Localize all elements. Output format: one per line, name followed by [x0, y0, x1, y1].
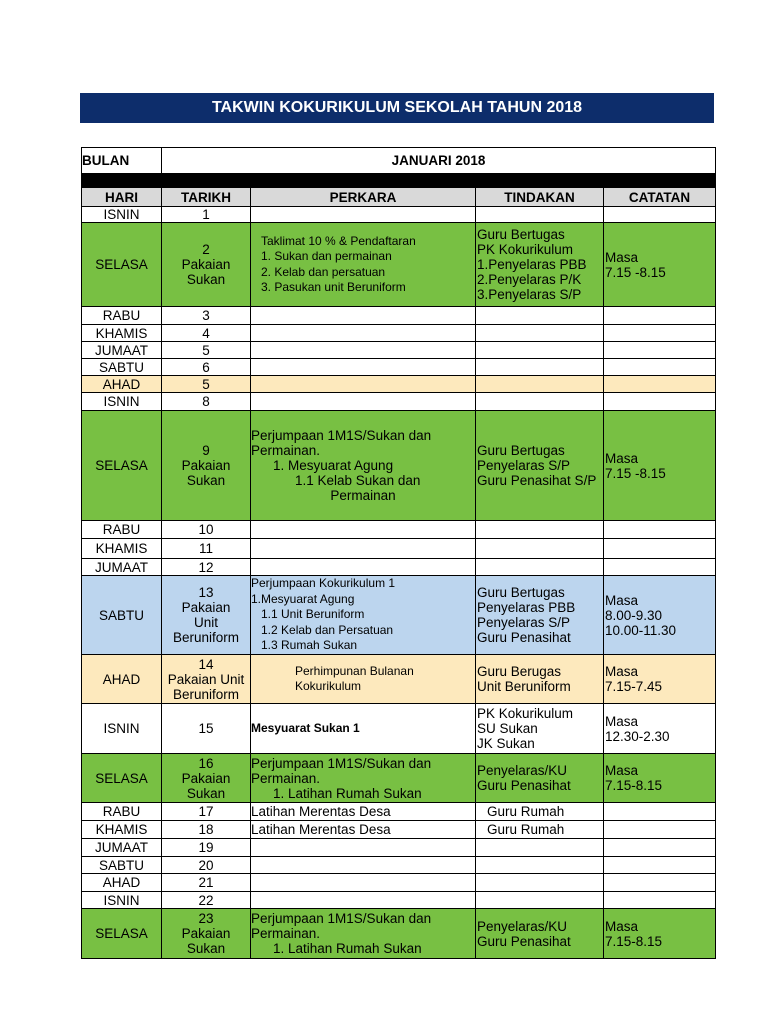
cell-line: Masa: [605, 918, 639, 934]
cell-line: 1. Latihan Rumah Sukan: [273, 941, 422, 956]
cell-perkara: [251, 342, 476, 359]
cell-perkara: [251, 539, 476, 559]
cell-hari: SELASA: [82, 909, 162, 959]
cell-perkara: [251, 839, 476, 857]
cell-line: 5: [202, 342, 210, 358]
cell-line: Guru Bertugas: [477, 585, 565, 600]
cell-line: Guru Penasihat: [477, 933, 571, 949]
table-row: [82, 539, 716, 559]
cell-tindakan: [476, 576, 604, 655]
header-perkara: PERKARA: [251, 188, 476, 207]
cell-tarikh: [162, 307, 251, 325]
table-row: [82, 754, 716, 803]
table-row: [82, 342, 716, 359]
month-title: JANUARI 2018: [162, 148, 716, 174]
cell-perkara: [251, 874, 476, 892]
cell-perkara: [251, 393, 476, 411]
cell-tindakan: [476, 892, 604, 909]
cell-line: 3.Penyelaras S/P: [477, 287, 582, 302]
cell-catatan: [604, 857, 716, 874]
header-tarikh: TARIKH: [162, 188, 251, 207]
cell-line: Masa: [605, 763, 639, 778]
cell-line: 21: [198, 875, 214, 890]
cell-tindakan: [476, 207, 604, 223]
cell-perkara: [251, 576, 476, 655]
cell-tarikh: [162, 874, 251, 892]
cell-perkara: [251, 307, 476, 325]
cell-line: Masa: [605, 450, 639, 466]
table-row: [82, 909, 716, 959]
cell-hari: SELASA: [82, 223, 162, 307]
cell-line: 3: [202, 308, 210, 323]
cell-hari: ISNIN: [82, 704, 162, 754]
cell-line: Penyelaras S/P: [477, 615, 571, 630]
table-row: [82, 207, 716, 223]
cell-line: Perjumpaan 1M1S/Sukan dan: [251, 755, 432, 771]
cell-hari: AHAD: [82, 376, 162, 393]
cell-catatan: [604, 393, 716, 411]
cell-line: Pakaian Unit: [167, 671, 245, 687]
cell-line: 15: [198, 721, 214, 736]
cell-tindakan: [476, 411, 604, 521]
table-row: [82, 521, 716, 539]
cell-perkara: [251, 655, 476, 704]
cell-perkara: [251, 223, 476, 307]
cell-tarikh: [162, 521, 251, 539]
cell-tindakan: [476, 393, 604, 411]
cell-tindakan: [476, 376, 604, 393]
cell-tindakan: [476, 909, 604, 959]
cell-tarikh: [162, 839, 251, 857]
cell-line: 1. Mesyuarat Agung: [273, 458, 394, 473]
cell-tindakan: [476, 307, 604, 325]
cell-tarikh: [162, 359, 251, 376]
cell-line: Masa: [605, 249, 639, 265]
cell-perkara: [251, 207, 476, 223]
cell-perkara: [251, 821, 476, 839]
cell-tarikh: [162, 857, 251, 874]
cell-hari: AHAD: [82, 874, 162, 892]
document-title: TAKWIN KOKURIKULUM SEKOLAH TAHUN 2018: [80, 93, 714, 123]
cell-line: SU Sukan: [477, 721, 538, 736]
cell-line: Pakaian: [181, 600, 231, 615]
cell-tarikh: [162, 411, 251, 521]
cell-tarikh: [162, 393, 251, 411]
cell-line: Kokurikulum: [295, 679, 362, 693]
cell-line: Masa: [605, 713, 639, 729]
calendar-table: [81, 147, 716, 959]
cell-line: Penyelaras/KU: [477, 918, 568, 934]
cell-perkara: [251, 559, 476, 576]
cell-tarikh: [162, 376, 251, 393]
cell-tarikh: [162, 704, 251, 754]
month-row: [82, 148, 716, 174]
cell-line: 1: [202, 207, 210, 222]
table-row: [82, 325, 716, 342]
cell-tindakan: [476, 839, 604, 857]
cell-tarikh: [162, 223, 251, 307]
cell-hari: JUMAAT: [82, 342, 162, 359]
cell-line: Beruniform: [172, 630, 240, 645]
table-row: [82, 803, 716, 821]
table-row: [82, 704, 716, 754]
cell-hari: KHAMIS: [82, 325, 162, 342]
cell-line: 6: [202, 359, 210, 375]
cell-line: 22: [198, 892, 214, 908]
cell-tindakan: [476, 325, 604, 342]
cell-line: 1.3 Rumah Sukan: [261, 638, 358, 653]
cell-catatan: [604, 342, 716, 359]
cell-line: Pakaian: [181, 770, 231, 786]
header-row: [82, 188, 716, 207]
cell-line: 3. Pasukan unit Beruniform: [261, 280, 406, 294]
cell-line: Penyelaras S/P: [477, 458, 571, 473]
cell-hari: SELASA: [82, 754, 162, 803]
cell-line: Beruniform: [172, 686, 240, 702]
cell-catatan: [604, 655, 716, 704]
black-strip: [82, 174, 716, 188]
cell-line: Perjumpaan 1M1S/Sukan dan: [251, 911, 432, 926]
table-row: [82, 839, 716, 857]
cell-line: 9: [202, 443, 210, 458]
cell-tindakan: [476, 803, 604, 821]
cell-perkara: [251, 376, 476, 393]
cell-catatan: [604, 223, 716, 307]
cell-catatan: [604, 754, 716, 803]
cell-tindakan: [476, 754, 604, 803]
cell-hari: ISNIN: [82, 207, 162, 223]
table-row: [82, 655, 716, 704]
header-catatan: CATATAN: [604, 188, 716, 207]
cell-line: Sukan: [186, 473, 226, 488]
table-row: [82, 892, 716, 909]
cell-line: 8.00-9.30: [605, 607, 663, 623]
cell-tindakan: [476, 223, 604, 307]
cell-perkara: [251, 521, 476, 539]
cell-line: 2.Penyelaras P/K: [477, 272, 582, 287]
table-row: [82, 857, 716, 874]
cell-perkara: [251, 803, 476, 821]
cell-catatan: [604, 359, 716, 376]
cell-line: Penyelaras/KU: [477, 763, 568, 778]
table-row: [82, 874, 716, 892]
cell-line: 4: [202, 325, 210, 341]
cell-catatan: [604, 559, 716, 576]
cell-line: Permainan.: [251, 770, 321, 786]
cell-line: Sukan: [186, 941, 226, 956]
cell-tarikh: [162, 754, 251, 803]
cell-perkara: [251, 325, 476, 342]
cell-line: 1. Latihan Rumah Sukan: [273, 785, 422, 801]
cell-perkara: [251, 704, 476, 754]
cell-line: Unit Beruniform: [477, 679, 571, 694]
cell-hari: RABU: [82, 521, 162, 539]
table-row: [82, 393, 716, 411]
cell-catatan: [604, 576, 716, 655]
cell-tarikh: [162, 655, 251, 704]
cell-line: Sukan: [186, 785, 226, 801]
cell-hari: JUMAAT: [82, 839, 162, 857]
cell-line: 7.15-7.45: [605, 679, 663, 694]
cell-line: Permainan.: [251, 443, 321, 458]
cell-line: Masa: [605, 592, 639, 608]
cell-line: Guru Rumah: [487, 822, 565, 837]
cell-tindakan: [476, 857, 604, 874]
cell-line: 10: [198, 522, 214, 537]
cell-catatan: [604, 874, 716, 892]
cell-perkara: [251, 892, 476, 909]
cell-line: 7.15-8.15: [605, 778, 663, 793]
cell-tindakan: [476, 342, 604, 359]
cell-line: 1.1 Kelab Sukan dan: [295, 473, 421, 488]
cell-catatan: [604, 539, 716, 559]
table-row: [82, 576, 716, 655]
cell-line: 11: [198, 541, 213, 556]
cell-tindakan: [476, 821, 604, 839]
cell-line: 7.15 -8.15: [605, 465, 666, 481]
cell-tarikh: [162, 821, 251, 839]
cell-line: 2. Kelab dan persatuan: [261, 264, 386, 279]
cell-line: Guru Rumah: [487, 804, 565, 819]
cell-hari: SABTU: [82, 857, 162, 874]
cell-hari: ISNIN: [82, 393, 162, 411]
cell-line: Guru Berugas: [477, 664, 562, 679]
cell-hari: JUMAAT: [82, 559, 162, 576]
cell-tarikh: [162, 892, 251, 909]
cell-catatan: [604, 325, 716, 342]
cell-perkara: [251, 359, 476, 376]
cell-line: Perjumpaan 1M1S/Sukan dan: [251, 428, 432, 443]
cell-line: Permainan.: [251, 926, 321, 941]
cell-tindakan: [476, 655, 604, 704]
header-tindakan: TINDAKAN: [476, 188, 604, 207]
table-row: [82, 559, 716, 576]
cell-line: Guru Penasihat S/P: [477, 473, 597, 488]
cell-line: 19: [198, 840, 214, 855]
cell-line: Pakaian: [181, 257, 231, 272]
cell-catatan: [604, 704, 716, 754]
cell-line: Mesyuarat Sukan 1: [251, 720, 360, 735]
cell-line: 14: [198, 656, 214, 672]
calendar-body: [82, 207, 716, 959]
cell-line: Perjumpaan Kokurikulum 1: [251, 576, 396, 591]
cell-line: Guru Bertugas: [477, 443, 565, 458]
cell-line: 1.2 Kelab dan Persatuan: [261, 622, 394, 637]
cell-tarikh: [162, 559, 251, 576]
bulan-label: BULAN: [82, 148, 162, 174]
cell-catatan: [604, 411, 716, 521]
cell-tarikh: [162, 803, 251, 821]
table-row: [82, 411, 716, 521]
cell-line: Sukan: [186, 272, 226, 287]
cell-line: 23: [198, 911, 214, 926]
cell-hari: SABTU: [82, 576, 162, 655]
cell-tindakan: [476, 539, 604, 559]
cell-hari: AHAD: [82, 655, 162, 704]
cell-catatan: [604, 821, 716, 839]
header-hari: HARI: [82, 188, 162, 207]
cell-line: Permainan: [330, 488, 396, 503]
cell-catatan: [604, 803, 716, 821]
cell-hari: KHAMIS: [82, 821, 162, 839]
cell-line: 7.15 -8.15: [605, 264, 666, 280]
cell-perkara: [251, 411, 476, 521]
table-row: [82, 821, 716, 839]
cell-line: Taklimat 10 % & Pendaftaran: [261, 233, 416, 248]
cell-line: 18: [198, 822, 214, 837]
cell-tindakan: [476, 874, 604, 892]
cell-catatan: [604, 376, 716, 393]
cell-catatan: [604, 521, 716, 539]
cell-tarikh: [162, 539, 251, 559]
cell-line: PK Kokurikulum: [477, 242, 574, 257]
cell-catatan: [604, 909, 716, 959]
cell-tarikh: [162, 207, 251, 223]
cell-line: 1.1 Unit Beruniform: [261, 607, 365, 622]
cell-line: 5: [202, 376, 210, 392]
table-row: [82, 376, 716, 393]
cell-catatan: [604, 892, 716, 909]
cell-line: 16: [198, 755, 214, 771]
cell-catatan: [604, 207, 716, 223]
cell-perkara: [251, 857, 476, 874]
cell-line: 20: [198, 857, 214, 873]
cell-line: Guru Bertugas: [477, 227, 565, 242]
cell-line: 1. Sukan dan permainan: [261, 249, 392, 263]
cell-line: 1.Penyelaras PBB: [477, 257, 587, 272]
cell-line: JK Sukan: [477, 736, 535, 751]
table-row: [82, 307, 716, 325]
cell-tindakan: [476, 704, 604, 754]
cell-hari: SELASA: [82, 411, 162, 521]
cell-line: Unit: [193, 615, 218, 630]
cell-line: 8: [202, 394, 210, 409]
cell-line: Latihan Merentas Desa: [251, 804, 391, 819]
cell-line: 10.00-11.30: [605, 622, 677, 638]
cell-line: 17: [198, 804, 214, 819]
cell-perkara: [251, 754, 476, 803]
table-row: [82, 359, 716, 376]
cell-tarikh: [162, 342, 251, 359]
cell-tarikh: [162, 325, 251, 342]
cell-tindakan: [476, 359, 604, 376]
cell-line: Masa: [605, 664, 639, 679]
cell-line: PK Kokurikulum: [477, 706, 574, 721]
cell-line: Pakaian: [181, 458, 231, 473]
cell-line: 7.15-8.15: [605, 933, 663, 949]
cell-perkara: [251, 909, 476, 959]
cell-line: 12.30-2.30: [605, 728, 670, 744]
cell-hari: KHAMIS: [82, 539, 162, 559]
table-row: [82, 223, 716, 307]
cell-line: Latihan Merentas Desa: [251, 822, 391, 837]
cell-hari: RABU: [82, 307, 162, 325]
cell-catatan: [604, 307, 716, 325]
cell-line: 2: [202, 242, 210, 257]
cell-line: Pakaian: [181, 926, 231, 941]
cell-line: Penyelaras PBB: [477, 600, 576, 615]
cell-line: 12: [198, 559, 214, 575]
cell-hari: SABTU: [82, 359, 162, 376]
cell-line: 13: [198, 585, 214, 600]
cell-hari: RABU: [82, 803, 162, 821]
cell-line: 1.Mesyuarat Agung: [251, 591, 355, 606]
cell-catatan: [604, 839, 716, 857]
cell-tindakan: [476, 559, 604, 576]
cell-tarikh: [162, 576, 251, 655]
cell-tarikh: [162, 909, 251, 959]
cell-line: Guru Penasihat: [477, 778, 571, 793]
cell-hari: ISNIN: [82, 892, 162, 909]
cell-line: Perhimpunan Bulanan: [295, 663, 414, 678]
cell-tindakan: [476, 521, 604, 539]
cell-line: Guru Penasihat: [477, 630, 571, 645]
